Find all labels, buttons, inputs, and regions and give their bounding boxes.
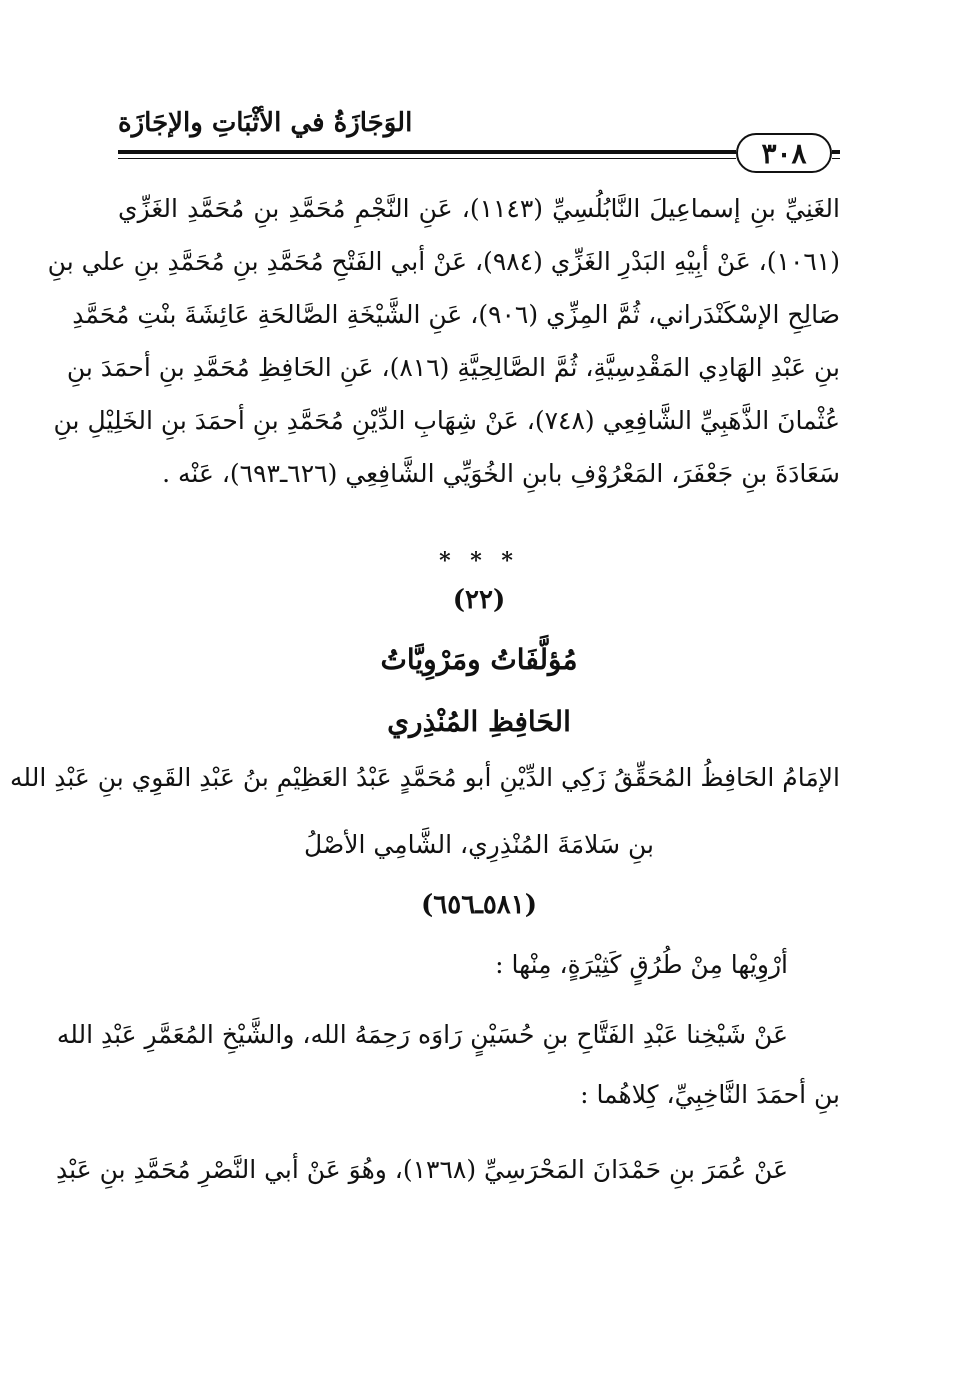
text-line: صَالِحِ الإسْكَنْدَراني، ثُمَّ المِزِّي (٩٠٦)، عَنِ الشَّيْخَةِ الصَّالحَةِ عَائِشَةَ بنْتِ مُحَمَّدِ [72, 300, 840, 329]
header-rule-thin [118, 158, 736, 159]
intro-line: أرْوِيْها مِنْ طُرُقٍ كَثِيْرَةٍ، مِنْها : [495, 950, 788, 979]
section-dates: (٥٨١ـ٦٥٦) [420, 890, 538, 920]
section-number: (٢٢) [452, 585, 506, 615]
text-line: عُثْمانَ الذَّهَبِيِّ الشَّافِعِي (٧٤٨)، عَنْ شِهَابِ الدِّيْنِ مُحَمَّدِ بنِ أحمَدَ بنِ الخَلِيْلِ بنِ [53, 406, 840, 435]
paragraph-line: عَنْ شَيْخِنا عَبْدِ الفَتَّاحِ بنِ حُسَيْنٍ رَاوَه رَحِمَهُ الله، والشَّيْخِ المُعَمَّرِ عَبْدِ الله [56, 1020, 788, 1049]
opening-paragraph [47, 182, 840, 500]
text-line: بنِ عَبْدِ الهَادِي المَقْدِسِيَّةِ، ثُمَّ الصَّالِحِيَّةِ (٨١٦)، عَنِ الحَافِظِ مُحَمَّدِ بنِ أحمَدَ بنِ [66, 353, 840, 382]
section-subtitle: الإمَامُ الحَافِظُ المُحَقِّقُ زَكِي الدِّيْنِ أبو مُحَمَّدٍ عَبْدُ العَظِيْمِ بنُ عَبْدِ القَوِي بنِ عَبْدِ الله [10, 763, 840, 792]
paragraph-line: عَنْ عُمَرَ بنِ حَمْدَانَ المَحْرَسِيِّ (١٣٦٨)، وهُوَ عَنْ أبي النَّصْرِ مُحَمَّدِ بنِ عَبْدِ [56, 1155, 788, 1184]
text-line: الغَنِيِّ بنِ إسماعِيلَ النَّابُلُسِيِّ (١١٤٣)، عَنِ النَّجْمِ مُحَمَّدِ بنِ مُحَمَّدِ الغَزِّي [118, 194, 840, 223]
section-separator: * * * [439, 548, 519, 574]
header-rule-stub-thick [832, 150, 840, 154]
header-rule-thick [118, 150, 736, 154]
header-rule-stub-thin [832, 158, 840, 159]
text-line: سَعَادَةَ بنِ جَعْفَرَ، المَعْرُوْفِ بابنِ الخُوَيِّي الشَّافِعِي (٦٢٦ـ٦٩٣)، عَنْه . [162, 459, 840, 488]
section-title: مُؤلَّفَاتُ ومَرْوِيَّاتُ [380, 643, 578, 676]
section-subtitle-line2: بنِ سَلامَةَ المُنْذِرِي، الشَّامِي الأصْلُ [304, 830, 654, 859]
page-header [118, 100, 840, 190]
paragraph-line: بنِ أحمَدَ النَّاخِبِيِّ، كِلاهُما : [580, 1080, 840, 1109]
text-line: (١٠٦١)، عَنْ أبِيْهِ البَدْرِ الغَزِّي (٩٨٤)، عَنْ أبي الفَتْحِ مُحَمَّدِ بنِ مُحَمَّدِ بنِ علي بنِ [47, 247, 840, 276]
running-title: الوَجَازَةُ في الأثْبَاتِ والإجَازَة [118, 108, 413, 138]
page-number: ٣٠٨ [736, 133, 832, 173]
section-title-line2: الحَافِظِ المُنْذِري [387, 705, 571, 738]
